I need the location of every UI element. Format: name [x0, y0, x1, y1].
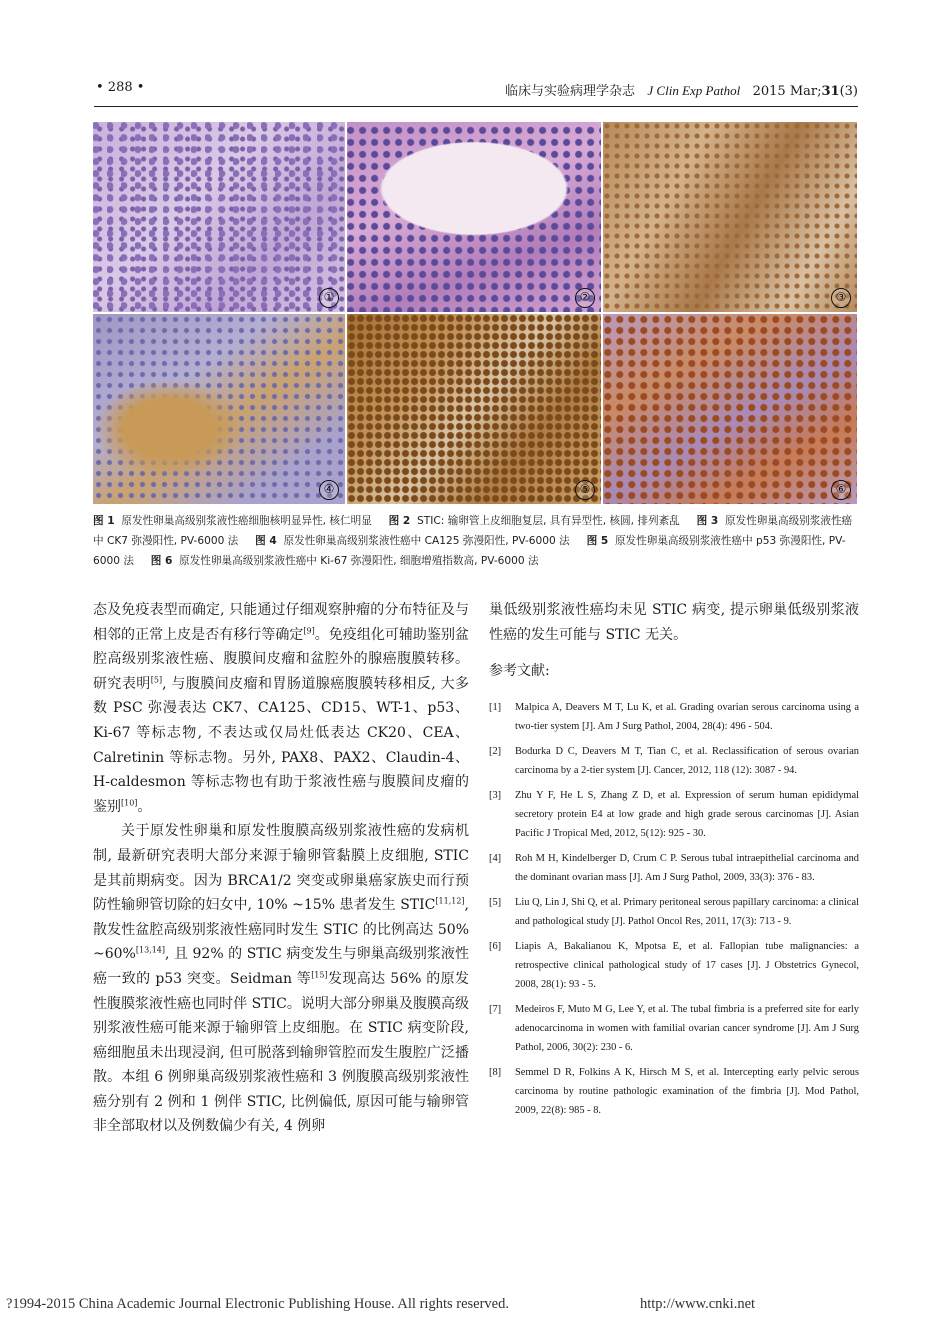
caption-text: 原发性卵巢高级别浆液性癌细胞核明显异性, 核仁明显: [121, 515, 372, 527]
reference-item: [489, 698, 859, 736]
reference-text: Liapis A, Bakalianou K, Mpotsa E, et al. Fallopian tube malignancies: a retrospective clinical pathological study of 17 cases [J]. J Obstetrics Gynecol, 2008, 28(1): 93 - 5.: [515, 940, 859, 990]
paragraph: [93, 819, 469, 1139]
text-run: , 与腹膜间皮瘤和胃肠道腺癌腹膜转移相反, 大多数 PSC 弥漫表达 CK7、CA125、CD15、WT-1、p53、Ki-67 等标志物, 不表达或仅局灶低表达 CK20、CEA、Calretinin 等标志物。另外, PAX8、PAX2、Claudin-4、H-caldesmon 等标志物也有助于浆液性癌与腹膜间皮瘤的鉴别: [93, 675, 470, 815]
issue: (3): [839, 84, 858, 99]
citation[interactable]: [13,14]: [135, 945, 166, 955]
caption-fig-label: 图 5: [586, 535, 609, 547]
references-heading: 参考文献:: [489, 663, 550, 680]
caption-text: STIC: 输卵管上皮细胞复层, 具有异型性, 核圆, 排列紊乱: [417, 515, 680, 527]
reference-number: [7]: [489, 1003, 502, 1015]
text-run: 关于原发性卵巢和原发性腹膜高级别浆液性癌的发病机制, 最新研究表明大部分来源于输卵管黏膜上皮细胞, STIC 是其前期病变。因为 BRCA1/2 突变或卵巢癌家族史而行预防性输卵管切除的妇女中, 10% ~15% 患者发生 STIC: [93, 823, 469, 914]
caption-fig-label: 图 1: [93, 515, 115, 527]
reference-number: [1]: [489, 701, 502, 713]
caption-text: 原发性卵巢高级别浆液性癌中 Ki-67 弥漫阳性, 细胞增殖指数高, PV-6000 法: [179, 555, 539, 567]
figure-caption: [93, 511, 859, 571]
reference-number: [3]: [489, 789, 502, 801]
text-run: 发现高达 56% 的原发性腹膜浆液性癌也同时伴 STIC。说明大部分卵巢及腹膜高级别浆液性癌可能来源于输卵管上皮细胞。在 STIC 病变阶段, 癌细胞虽未出现浸润, 但可脱落到输卵管腔而发生腹腔广泛播散。本组 6 例卵巢高级别浆液性癌和 3 例腹膜高级别浆液性癌分别有 2 例和 1 例伴 STIC, 比例偏低, 原因可能与输卵管非全部取材以及例数偏少有关, 4 例卵: [93, 970, 469, 1135]
header-rule: [94, 106, 858, 107]
reference-item: [489, 1063, 859, 1120]
cnki-link[interactable]: http://www.cnki.net: [640, 1296, 756, 1312]
reference-text: Semmel D R, Folkins A K, Hirsch M S, et al. Intercepting early pelvic serous carcinoma by routine pathologic examination of the fimbria [J]. Mod Pathol, 2009, 22(8): 985 - 8.: [515, 1066, 859, 1116]
reference-item: [489, 893, 859, 931]
volume: 31: [821, 84, 840, 99]
reference-item: [489, 849, 859, 887]
paragraph: [93, 598, 469, 819]
reference-text: Roh M H, Kindelberger D, Crum C P. Serous tubal intraepithelial carcinoma and the dominant ovarian mass [J]. Am J Surg Pathol, 2009, 33(3): 376 - 83.: [515, 852, 859, 883]
caption-fig-label: 图 2: [388, 515, 411, 527]
reference-list: [489, 698, 859, 1120]
panel-label: ⑤: [575, 480, 595, 500]
reference-item: [489, 786, 859, 843]
caption-fig-label: 图 4: [255, 535, 277, 547]
caption-fig-label: 图 6: [150, 555, 173, 567]
micrograph-panel-3: [603, 122, 857, 312]
reference-item: [489, 742, 859, 780]
reference-item: [489, 937, 859, 994]
reference-text: Medeiros F, Muto M G, Lee Y, et al. The tubal fimbria is a preferred site for early adenocarcinoma in women with familial ovarian cancer syndrome [J]. Am J Surg Pathol, 2006, 30(2): 230 - 6.: [515, 1003, 859, 1053]
body-column-right: [489, 598, 859, 1126]
reference-number: [8]: [489, 1066, 502, 1078]
reference-text: Liu Q, Lin J, Shi Q, et al. Primary peritoneal serous papillary carcinoma: a clinical and pathological study [J]. Pathol Oncol Res, 2011, 17(3): 713 - 9.: [515, 896, 859, 927]
reference-number: [5]: [489, 896, 502, 908]
citation[interactable]: [5]: [150, 675, 163, 685]
reference-text: Bodurka D C, Deavers M T, Tian C, et al. Reclassification of serous ovarian carcinoma by a 2-tier system [J]. Cancer, 2012, 118 (12): 3087 - 94.: [515, 745, 859, 776]
reference-number: [2]: [489, 745, 502, 757]
caption-text: 原发性卵巢高级别浆液性癌中 CA125 弥漫阳性, PV-6000 法: [283, 535, 570, 547]
panel-label: ②: [575, 288, 595, 308]
reference-number: [4]: [489, 852, 502, 864]
panel-label: ③: [831, 288, 851, 308]
micrograph-panel-4: [93, 314, 345, 504]
text-run: 态及免疫表型而确定, 只能通过仔细观察肿瘤的分布特征及与相邻的正常上皮是否有移行等确定: [93, 602, 469, 643]
panel-label: ⑥: [831, 480, 851, 500]
page-number: • 288 •: [96, 80, 145, 95]
reference-text: Zhu Y F, He L S, Zhang Z D, et al. Expression of serum human epididymal secretory protein E4 at low grade and high grade serous carcinomas [J]. Asian Pacific J Tropical Med, 2012, 5(12): 925 - 30.: [515, 789, 859, 839]
journal-title-cn: 临床与实验病理学杂志: [504, 84, 635, 99]
micrograph-figure: [93, 122, 857, 506]
micrograph-panel-1: [93, 122, 345, 312]
paragraph: 巢低级别浆液性癌均未见 STIC 病变, 提示卵巢低级别浆液性癌的发生可能与 STIC 无关。: [489, 602, 859, 643]
reference-number: [6]: [489, 940, 502, 952]
issue-date: 2015 Mar;: [752, 84, 822, 99]
text-run: , 且 92% 的 STIC 病变发生与卵巢高级别浆液性癌一致的 p53 突变。Seidman 等: [93, 946, 469, 987]
text-run: , 散发性盆腔高级别浆液性癌同时发生 STIC 的比例高达 50% ~60%: [93, 897, 469, 963]
micrograph-panel-6: [603, 314, 857, 504]
citation[interactable]: [11,12]: [435, 896, 465, 906]
citation[interactable]: [9]: [303, 625, 315, 635]
copyright-text: ?1994-2015 China Academic Journal Electronic Publishing House. All rights reserved.: [6, 1296, 509, 1312]
reference-item: [489, 1000, 859, 1057]
caption-text: 原发性卵巢高级别浆液性癌中 p53 弥漫阳性, PV-6000 法: [93, 535, 846, 567]
text-run: 。: [137, 798, 152, 815]
micrograph-panel-2: [347, 122, 601, 312]
caption-text: 原发性卵巢高级别浆液性癌中 CK7 弥漫阳性, PV-6000 法: [93, 515, 853, 547]
reference-text: Malpica A, Deavers M T, Lu K, et al. Grading ovarian serous carcinoma using a two-tier system [J]. Am J Surg Pathol, 2004, 28(4): 496 - 504.: [515, 701, 859, 732]
caption-fig-label: 图 3: [696, 515, 719, 527]
body-column-left: [93, 598, 469, 1139]
citation[interactable]: [15]: [311, 970, 328, 980]
running-header: [96, 80, 858, 104]
text-run: 。免疫组化可辅助鉴别盆腔高级别浆液性癌、腹膜间皮瘤和盆腔外的腺癌腹膜转移。研究表明: [93, 626, 470, 692]
journal-citation: [505, 80, 858, 99]
micrograph-panel-5: [347, 314, 601, 504]
citation[interactable]: [10]: [121, 798, 138, 808]
panel-label: ④: [319, 480, 339, 500]
journal-title-en: J Clin Exp Pathol: [647, 83, 741, 98]
panel-label: ①: [319, 288, 339, 308]
